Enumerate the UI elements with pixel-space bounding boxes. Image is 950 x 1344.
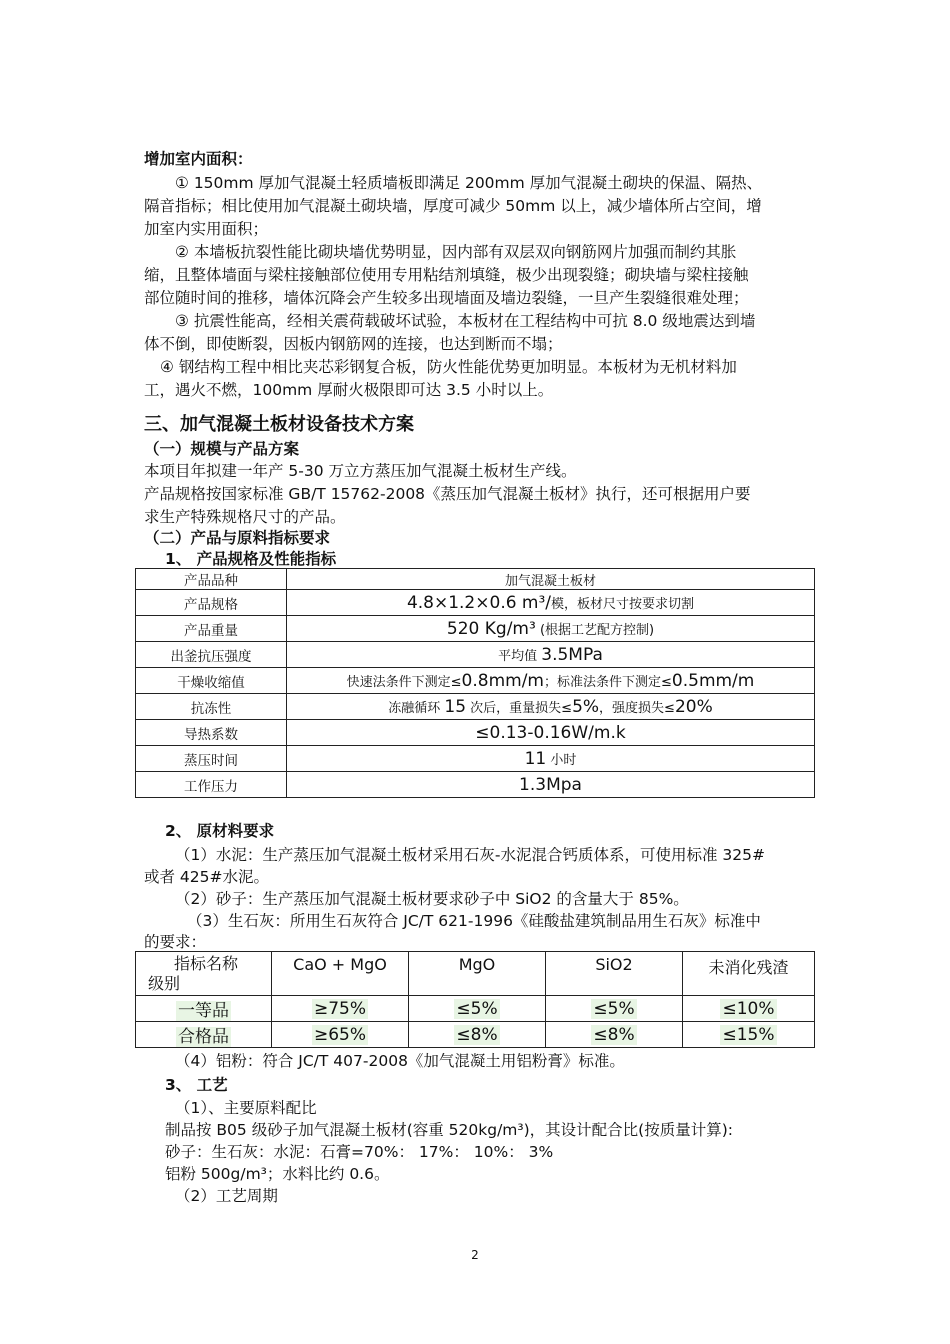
- spec-value-text: ≤0.13-0.16W/m.k: [475, 722, 626, 743]
- item-heading: 2、 原材料要求: [165, 822, 275, 840]
- spec-value: [287, 642, 815, 668]
- cell-value: ≤8%: [456, 1024, 498, 1045]
- paragraph-line: 的要求：: [144, 933, 207, 951]
- table-row: [136, 569, 815, 590]
- subsection-title: （二）产品与原料指标要求: [144, 529, 331, 547]
- item-heading: 3、 工艺: [165, 1076, 228, 1094]
- spec-value: [287, 569, 815, 590]
- spec-label: 产品品种: [136, 569, 287, 590]
- paragraph-line: 工，遇火不燃，100mm 厚耐火极限即可达 3.5 小时以上。: [144, 381, 554, 399]
- spec-value-note: (根据工艺配方控制): [535, 622, 655, 638]
- cell-value: ≤5%: [593, 998, 635, 1019]
- grade-cell: [136, 996, 272, 1022]
- table-cell: [546, 1022, 683, 1048]
- spec-value-note: ；标准法条件下测定≤: [544, 674, 672, 690]
- spec-label: 抗冻性: [136, 694, 287, 720]
- subsection-title: （一）规模与产品方案: [144, 440, 300, 458]
- table-row: [136, 642, 815, 668]
- paragraph-line: 或者 425#水泥。: [144, 868, 269, 886]
- cell-value: ≥75%: [313, 998, 367, 1019]
- spec-value-text: 4.8×1.2×0.6 m³/: [406, 592, 552, 613]
- page-number: 2: [471, 1248, 479, 1262]
- paragraph-line: ③ 抗震性能高，经相关震荷载破坏试验，本板材在工程结构中可抗 8.0 级地震达到墙: [175, 312, 756, 330]
- paragraph-line: 铝粉 500g/m³；水料比约 0.6。: [165, 1165, 390, 1183]
- spec-value: [287, 694, 815, 720]
- spec-value-note: ，强度损失≤: [599, 700, 675, 716]
- paragraph-line: （1）、主要原料配比: [175, 1099, 317, 1117]
- spec-value: [287, 590, 815, 616]
- spec-value: [287, 616, 815, 642]
- table-header-row: [136, 952, 815, 996]
- table-row: [136, 1022, 815, 1048]
- header-diagonal-cell: [136, 952, 272, 996]
- column-header: CaO + MgO: [272, 952, 409, 996]
- grade-label: 合格品: [178, 1027, 229, 1047]
- paragraph-line: 加室内实用面积；: [144, 220, 269, 238]
- table-row: [136, 694, 815, 720]
- spec-label: 干燥收缩值: [136, 668, 287, 694]
- cell-value: ≤5%: [456, 998, 498, 1019]
- spec-value-note: 小时: [546, 752, 577, 768]
- spec-value: [287, 720, 815, 746]
- item-heading: 1、 产品规格及性能指标: [165, 550, 337, 568]
- lime-table: [135, 951, 815, 1048]
- paragraph-line: 缩，且整体墙面与梁柱接触部位使用专用粘结剂填缝，极少出现裂缝；砌块墙与梁柱接触: [144, 266, 749, 284]
- spec-label: 产品重量: [136, 616, 287, 642]
- paragraph-line: （2）工艺周期: [175, 1187, 278, 1205]
- column-header: SiO2: [546, 952, 683, 996]
- paragraph-line: ② 本墙板抗裂性能比砌块墙优势明显，因内部有双层双向钢筋网片加强而制约其胀: [175, 243, 737, 261]
- table-row: [136, 746, 815, 772]
- spec-label: 出釜抗压强度: [136, 642, 287, 668]
- paragraph-line: 部位随时间的推移，墙体沉降会产生较多出现墙面及墙边裂缝，一旦产生裂缝很难处理；: [144, 289, 749, 307]
- spec-value-text: 1.3Mpa: [519, 774, 582, 795]
- paragraph-line: 体不倒，即使断裂，因板内钢筋网的连接，也达到断而不塌；: [144, 335, 563, 353]
- paragraph-line: （3）生石灰：所用生石灰符合 JC/T 621-1996《硅酸盐建筑制品用生石灰》标准中: [187, 912, 761, 930]
- spec-label: 导热系数: [136, 720, 287, 746]
- grade-cell: [136, 1022, 272, 1048]
- cell-value: ≤8%: [593, 1024, 635, 1045]
- spec-value-text: 20%: [674, 696, 713, 717]
- table-row: [136, 996, 815, 1022]
- table-row: [136, 668, 815, 694]
- table-cell: [409, 996, 546, 1022]
- spec-label: 蒸压时间: [136, 746, 287, 772]
- paragraph-line: （1）水泥：生产蒸压加气混凝土板材采用石灰-水泥混合钙质体系，可使用标准 325#: [175, 846, 765, 864]
- paragraph-line: 求生产特殊规格尺寸的产品。: [144, 508, 346, 526]
- column-header: 未消化残渣: [683, 952, 815, 996]
- spec-value: [287, 772, 815, 798]
- spec-value-note: 快速法条件下测定≤: [346, 674, 462, 690]
- spec-value-note: 平均值: [498, 648, 542, 664]
- table-cell: [683, 1022, 815, 1048]
- spec-value-text: 11: [524, 748, 547, 769]
- paragraph-line: 产品规格按国家标准 GB/T 15762-2008《蒸压加气混凝土板材》执行，还可根据用户要: [144, 485, 751, 503]
- table-cell: [546, 996, 683, 1022]
- table-row: [136, 616, 815, 642]
- paragraph-line: ① 150mm 厚加气混凝土轻质墙板即满足 200mm 厚加气混凝土砌块的保温、隔热、: [175, 174, 763, 192]
- paragraph-line: ④ 钢结构工程中相比夹芯彩钢复合板，防火性能优势更加明显。本板材为无机材料加: [160, 358, 737, 376]
- spec-value-note: 冻融循环: [388, 700, 445, 716]
- cell-value: ≤10%: [722, 998, 775, 1019]
- table-cell: [272, 996, 409, 1022]
- table-cell: [272, 1022, 409, 1048]
- cell-value: ≥65%: [313, 1024, 367, 1045]
- paragraph-line: （4）铝粉：符合 JC/T 407-2008《加气混凝土用铝粉膏》标准。: [175, 1052, 625, 1070]
- spec-value-text: 0.5mm/m: [671, 670, 755, 691]
- spec-value-note: 次后，重量损失≤: [466, 700, 573, 716]
- spec-value-text: 加气混凝土板材: [504, 573, 596, 589]
- section-title: 三、加气混凝土板材设备技术方案: [144, 414, 414, 435]
- column-header: MgO: [409, 952, 546, 996]
- spec-label: 工作压力: [136, 772, 287, 798]
- spec-value: [287, 746, 815, 772]
- paragraph-line: 隔音指标；相比使用加气混凝土砌块墙，厚度可减少 50mm 以上，减少墙体所占空间，增: [144, 197, 762, 215]
- header-label: 指标名称: [174, 953, 239, 973]
- spec-label: 产品规格: [136, 590, 287, 616]
- spec-value-text: 520 Kg/m³: [446, 618, 536, 639]
- spec-table: [135, 568, 815, 798]
- spec-value: [287, 668, 815, 694]
- spec-value-text: 0.8mm/m: [461, 670, 544, 691]
- table-row: [136, 590, 815, 616]
- table-cell: [409, 1022, 546, 1048]
- paragraph-line: 制品按 B05 级砂子加气混凝土板材(容重 520kg/m³)，其设计配合比(按质量计算):: [165, 1121, 733, 1139]
- spec-value-text: 15: [444, 696, 467, 717]
- spec-value-note: 模，板材尺寸按要求切割: [551, 596, 695, 612]
- header-label: 级别: [148, 973, 181, 993]
- paragraph-line: 砂子：生石灰：水泥：石膏=70%： 17%： 10%： 3%: [165, 1143, 554, 1161]
- table-row: [136, 720, 815, 746]
- spec-value-text: 3.5MPa: [541, 644, 603, 665]
- table-row: [136, 772, 815, 798]
- grade-label: 一等品: [178, 1001, 229, 1021]
- section-heading: 增加室内面积：: [144, 150, 253, 168]
- paragraph-line: （2）砂子：生产蒸压加气混凝土板材要求砂子中 SiO2 的含量大于 85%。: [175, 890, 689, 908]
- table-cell: [683, 996, 815, 1022]
- paragraph-line: 本项目年拟建一年产 5-30 万立方蒸压加气混凝土板材生产线。: [144, 462, 577, 480]
- cell-value: ≤15%: [722, 1024, 775, 1045]
- spec-value-text: 5%: [572, 696, 600, 717]
